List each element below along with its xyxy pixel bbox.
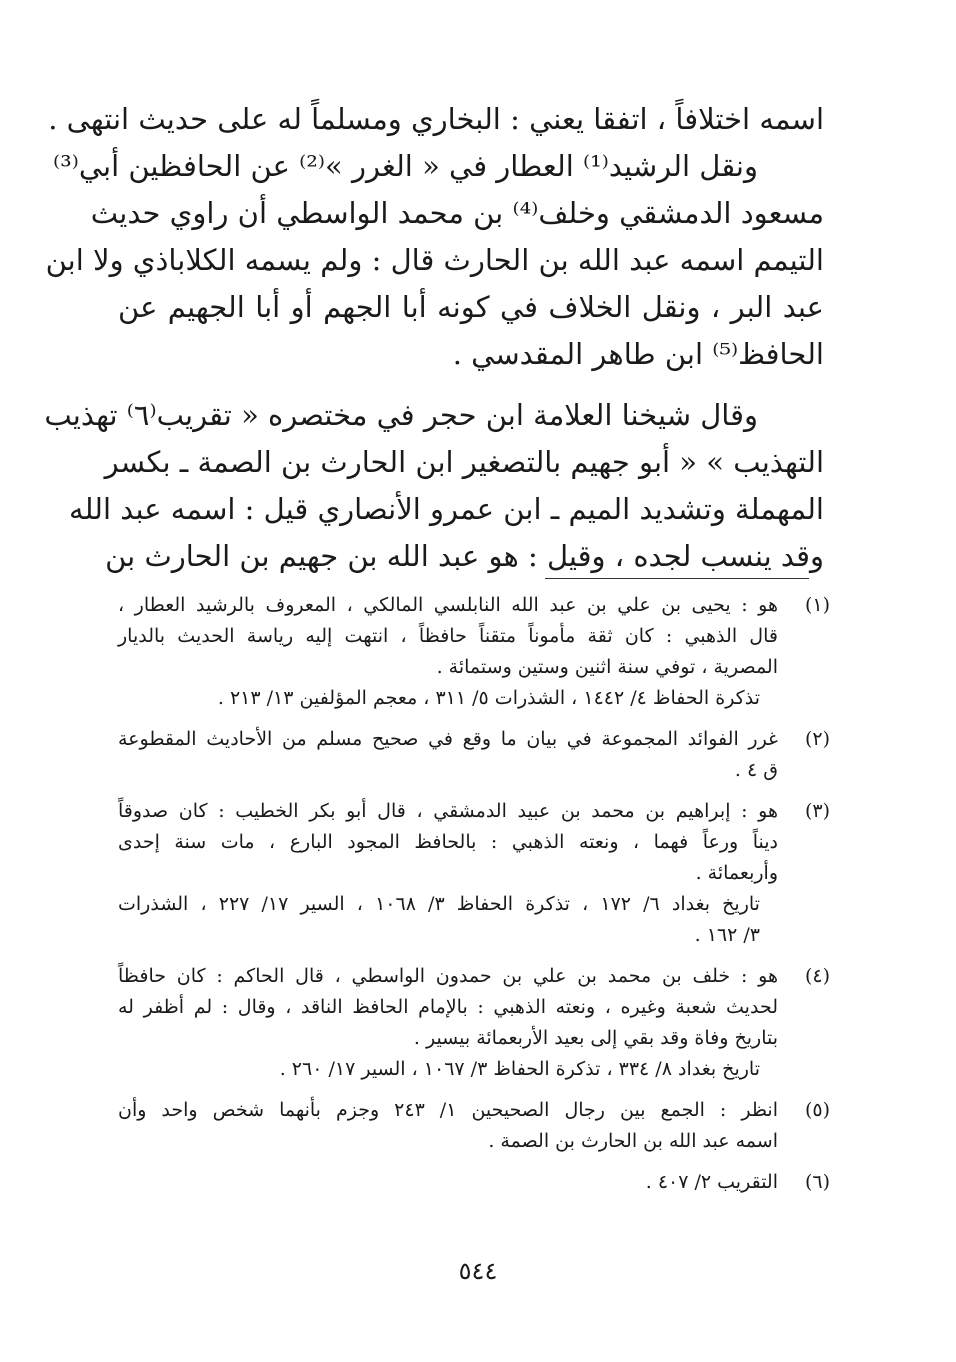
footnote-line: هو : يحيى بن علي بن عبد الله النابلسي المالكي ، المعروف بالرشيد العطار ، (118, 594, 778, 616)
footnote-line: هو : خلف بن محمد بن علي بن حمدون الواسطي ، قال الحاكم : كان حافظاً (118, 965, 778, 987)
footnote-source-line: تاريخ بغداد ٦/ ١٧٢ ، تذكرة الحفاظ ٣/ ١٠٦٨ ، السير ١٧/ ٢٢٧ ، الشذرات (118, 893, 760, 915)
footnote-line: لحديث شعبة وغيره ، ونعته الذهبي : بالإمام الحافظ الناقد ، وقال : لم أظفر له (118, 996, 778, 1018)
footnote-source-line: تذكرة الحفاظ ٤/ ١٤٤٢ ، الشذرات ٥/ ٣١١ ، معجم المؤلفين ١٣/ ٢١٣ . (217, 687, 760, 709)
main-line: وقال شيخنا العلامة ابن حجر في مختصره « تقريب⁽٦⁾ تهذيب (44, 398, 758, 432)
footnote-number: (٢) (804, 728, 830, 750)
footnote-number: (٣) (804, 800, 830, 822)
main-line: مسعود الدمشقي وخلف⁽⁴⁾ بن محمد الواسطي أن راوي حديث (90, 196, 824, 230)
footnote (118, 796, 830, 951)
footnote-line: بتاريخ وفاة وقد بقي إلى بعيد الأربعمائة بيسير . (413, 1027, 778, 1049)
main-line: الحافظ⁽⁵⁾ ابن طاهر المقدسي . (452, 337, 824, 371)
footnotes (118, 590, 830, 1208)
footnote (118, 1167, 830, 1198)
main-line: المهملة وتشديد الميم ـ ابن عمرو الأنصاري قيل : اسمه عبد الله (69, 492, 824, 526)
footnote-line: غرر الفوائد المجموعة في بيان ما وقع في صحيح مسلم من الأحاديث المقطوعة (118, 728, 778, 750)
footnote-number: (٤) (804, 965, 830, 987)
footnote (118, 590, 830, 714)
footnote-number: (١) (804, 594, 830, 616)
main-line: التهذيب » « أبو جهيم بالتصغير ابن الحارث بن الصمة ـ بكسر (104, 445, 824, 479)
paragraph-gap (118, 378, 824, 392)
footnote-line: اسمه عبد الله بن الحارث بن الصمة . (488, 1130, 778, 1152)
footnote-source-line: تاريخ بغداد ٨/ ٣٣٤ ، تذكرة الحفاظ ٣/ ١٠٦٧ ، السير ١٧/ ٢٦٠ . (279, 1058, 760, 1080)
footnote-line: وأربعمائة . (695, 862, 778, 884)
main-line: اسمه اختلافاً ، اتفقا يعني : البخاري ومسلماً له على حديث انتهى . (48, 102, 824, 136)
main-line: ونقل الرشيد⁽¹⁾ العطار في « الغرر »⁽²⁾ عن الحافظين أبي⁽³⁾ (52, 149, 758, 183)
footnote-line: انظر : الجمع بين رجال الصحيحين ١/ ٢٤٣ وجزم بأنهما شخص واحد وأن (118, 1099, 778, 1121)
footnote-line: المصرية ، توفي سنة اثنين وستين وستمائة . (436, 656, 778, 678)
footnote (118, 961, 830, 1085)
main-text (44, 96, 824, 580)
footnote-line: ديناً ورعاً فهما ، ونعته الذهبي : بالحافظ المجود البارع ، مات سنة إحدى (118, 831, 778, 853)
main-line: وقد ينسب لجده ، وقيل : هو عبد الله بن جهيم بن الحارث بن (105, 539, 824, 573)
footnote (118, 724, 830, 786)
footnote-line: التقريب ٢/ ٤٠٧ . (645, 1171, 778, 1193)
footnote-line: ق ٤ . (734, 759, 778, 781)
main-line: التيمم اسمه عبد الله بن الحارث قال : ولم يسمه الكلاباذي ولا ابن (45, 243, 824, 277)
footnote-line: قال الذهبي : كان ثقة مأموناً متقناً حافظاً ، انتهت إليه رياسة الحديث بالديار (118, 625, 778, 647)
footnote (118, 1095, 830, 1157)
footnote-source-line: ٣/ ١٦٢ . (694, 924, 760, 946)
footnote-separator (545, 578, 809, 579)
main-line: عبد البر ، ونقل الخلاف في كونه أبا الجهم أو أبا الجهيم عن (118, 290, 824, 324)
footnote-line: هو : إبراهيم بن محمد بن عبيد الدمشقي ، قال أبو بكر الخطيب : كان صدوقاً (118, 800, 778, 822)
footnote-number: (٦) (804, 1171, 830, 1193)
page-number: ٥٤٤ (458, 1257, 498, 1285)
footnote-number: (٥) (804, 1099, 830, 1121)
